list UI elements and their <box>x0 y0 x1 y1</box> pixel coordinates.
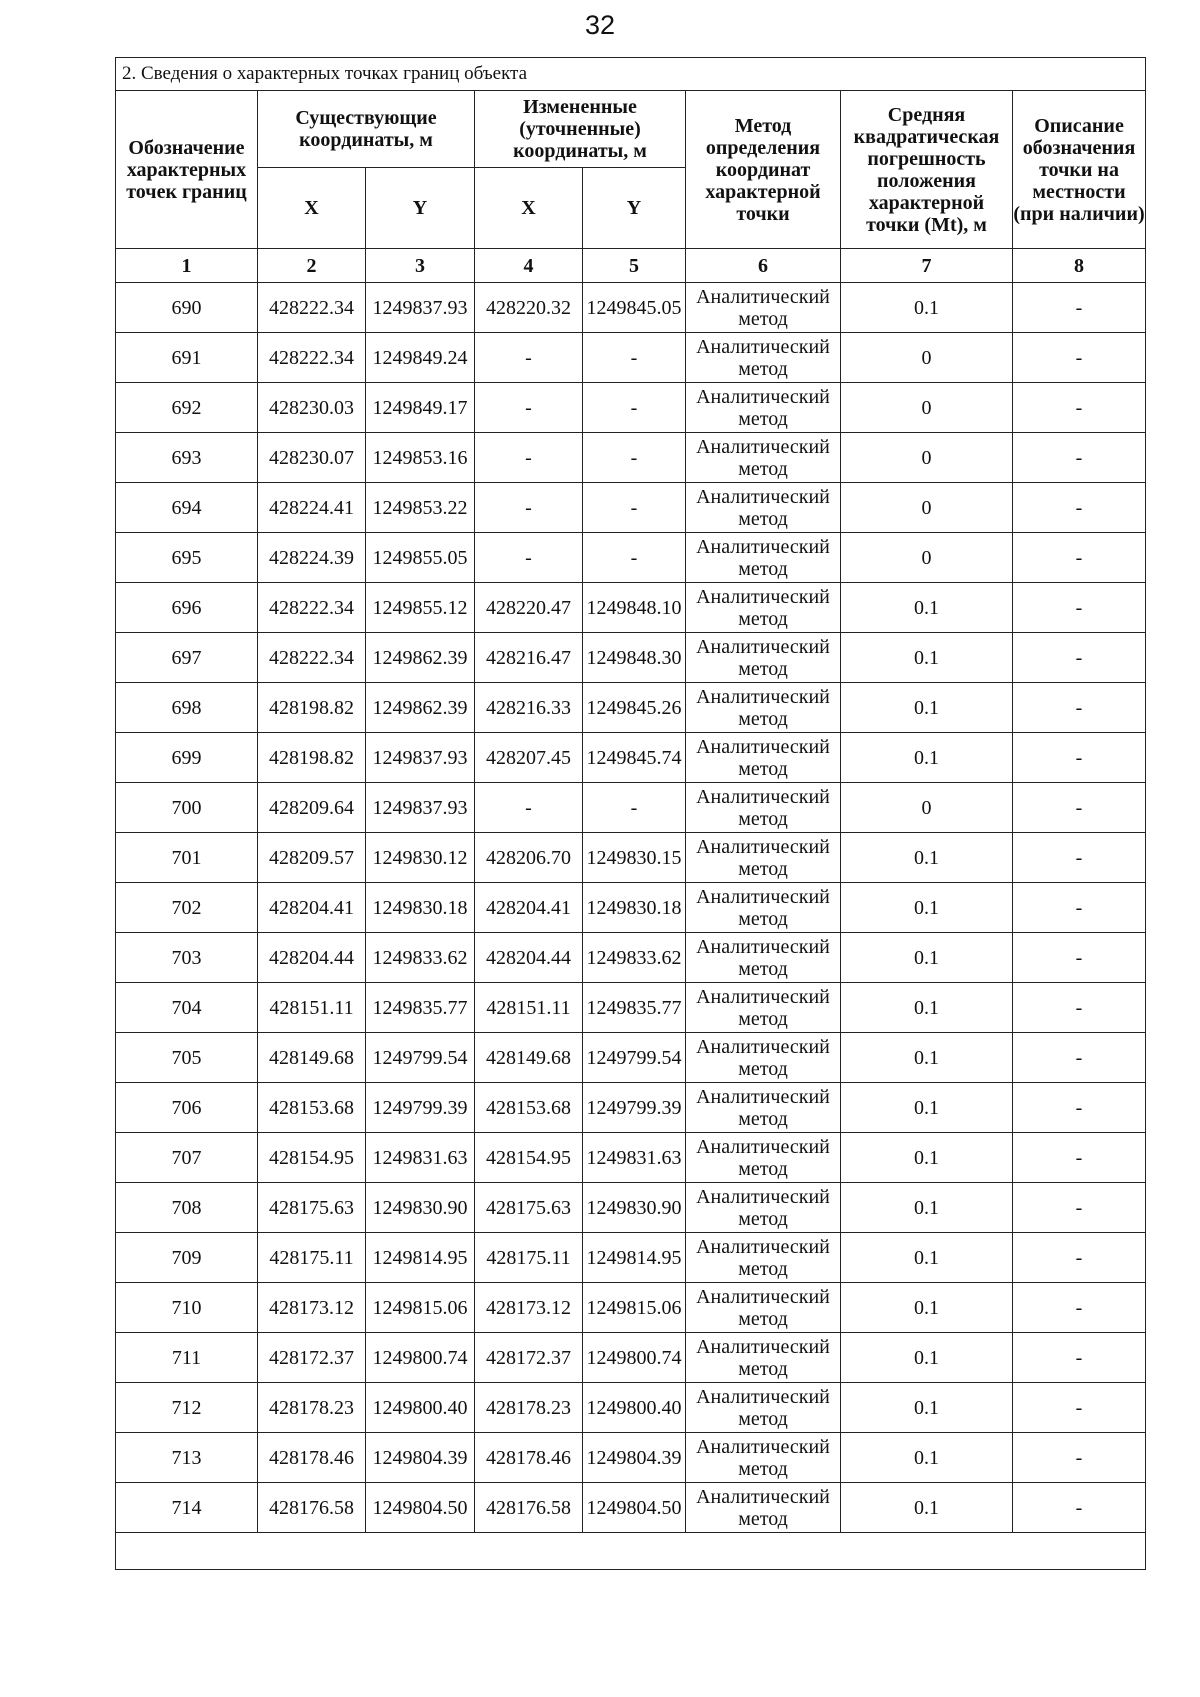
mt-error: 0.1 <box>841 1333 1013 1383</box>
point-id: 698 <box>116 683 258 733</box>
table-row <box>116 283 1146 333</box>
x-changed: - <box>475 383 583 433</box>
x-changed: 428204.44 <box>475 933 583 983</box>
method: Аналитический метод <box>686 733 841 783</box>
point-id: 692 <box>116 383 258 433</box>
x-existing: 428198.82 <box>258 733 366 783</box>
mt-error: 0.1 <box>841 1433 1013 1483</box>
table-row <box>116 1183 1146 1233</box>
y-changed: 1249804.50 <box>583 1483 686 1533</box>
x-existing: 428178.46 <box>258 1433 366 1483</box>
y-changed: 1249845.26 <box>583 683 686 733</box>
table-row <box>116 1333 1146 1383</box>
x-existing: 428224.39 <box>258 533 366 583</box>
table-row <box>116 1283 1146 1333</box>
section-title: 2. Сведения о характерных точках границ объекта <box>116 58 1146 91</box>
y-existing: 1249831.63 <box>366 1133 475 1183</box>
y-existing: 1249849.24 <box>366 333 475 383</box>
mt-error: 0 <box>841 433 1013 483</box>
mt-error: 0 <box>841 533 1013 583</box>
x-existing: 428172.37 <box>258 1333 366 1383</box>
table-row <box>116 833 1146 883</box>
y-existing: 1249862.39 <box>366 683 475 733</box>
x-existing: 428209.64 <box>258 783 366 833</box>
y-changed: - <box>583 383 686 433</box>
description: - <box>1013 383 1146 433</box>
y-existing: 1249799.39 <box>366 1083 475 1133</box>
y-changed: 1249845.74 <box>583 733 686 783</box>
x-existing: 428149.68 <box>258 1033 366 1083</box>
empty-cell <box>116 1533 1146 1570</box>
y-changed: 1249830.90 <box>583 1183 686 1233</box>
mt-error: 0.1 <box>841 1483 1013 1533</box>
mt-error: 0.1 <box>841 983 1013 1033</box>
point-id: 699 <box>116 733 258 783</box>
y-changed: - <box>583 533 686 583</box>
y-existing: 1249815.06 <box>366 1283 475 1333</box>
x-changed: 428220.47 <box>475 583 583 633</box>
y-existing: 1249862.39 <box>366 633 475 683</box>
x-existing: 428175.63 <box>258 1183 366 1233</box>
column-number: 4 <box>475 249 583 283</box>
method: Аналитический метод <box>686 1483 841 1533</box>
description: - <box>1013 683 1146 733</box>
x-existing: 428154.95 <box>258 1133 366 1183</box>
table-row <box>116 683 1146 733</box>
y-changed: 1249814.95 <box>583 1233 686 1283</box>
point-id: 697 <box>116 633 258 683</box>
point-id: 713 <box>116 1433 258 1483</box>
x-existing: 428198.82 <box>258 683 366 733</box>
mt-error: 0 <box>841 483 1013 533</box>
description: - <box>1013 283 1146 333</box>
point-id: 693 <box>116 433 258 483</box>
x-existing: 428230.07 <box>258 433 366 483</box>
y-changed: - <box>583 483 686 533</box>
y-changed: 1249799.54 <box>583 1033 686 1083</box>
description: - <box>1013 983 1146 1033</box>
x-changed: 428172.37 <box>475 1333 583 1383</box>
x-existing: 428175.11 <box>258 1233 366 1283</box>
description: - <box>1013 1033 1146 1083</box>
header-y-existing: Y <box>366 168 475 249</box>
point-id: 710 <box>116 1283 258 1333</box>
method: Аналитический метод <box>686 683 841 733</box>
description: - <box>1013 1483 1146 1533</box>
y-changed: - <box>583 783 686 833</box>
table-row <box>116 483 1146 533</box>
table-row <box>116 1083 1146 1133</box>
method: Аналитический метод <box>686 533 841 583</box>
x-changed: 428154.95 <box>475 1133 583 1183</box>
x-changed: 428220.32 <box>475 283 583 333</box>
description: - <box>1013 783 1146 833</box>
y-existing: 1249800.40 <box>366 1383 475 1433</box>
y-existing: 1249830.18 <box>366 883 475 933</box>
table-row <box>116 1383 1146 1433</box>
column-number: 2 <box>258 249 366 283</box>
description: - <box>1013 933 1146 983</box>
x-changed: - <box>475 533 583 583</box>
description: - <box>1013 633 1146 683</box>
y-changed: - <box>583 333 686 383</box>
y-changed: 1249830.15 <box>583 833 686 883</box>
method: Аналитический метод <box>686 1133 841 1183</box>
page-number: 32 <box>584 10 616 40</box>
x-changed: 428178.23 <box>475 1383 583 1433</box>
header-x-changed: X <box>475 168 583 249</box>
y-changed: 1249804.39 <box>583 1433 686 1483</box>
x-existing: 428176.58 <box>258 1483 366 1533</box>
mt-error: 0.1 <box>841 733 1013 783</box>
mt-error: 0.1 <box>841 1133 1013 1183</box>
table-row <box>116 433 1146 483</box>
mt-error: 0.1 <box>841 1283 1013 1333</box>
y-changed: 1249848.30 <box>583 633 686 683</box>
x-existing: 428204.44 <box>258 933 366 983</box>
y-existing: 1249804.50 <box>366 1483 475 1533</box>
y-existing: 1249837.93 <box>366 733 475 783</box>
method: Аналитический метод <box>686 1033 841 1083</box>
method: Аналитический метод <box>686 1283 841 1333</box>
x-changed: 428153.68 <box>475 1083 583 1133</box>
column-number: 8 <box>1013 249 1146 283</box>
mt-error: 0.1 <box>841 683 1013 733</box>
method: Аналитический метод <box>686 883 841 933</box>
method: Аналитический метод <box>686 1383 841 1433</box>
x-changed: - <box>475 783 583 833</box>
table-row <box>116 983 1146 1033</box>
y-existing: 1249855.12 <box>366 583 475 633</box>
x-existing: 428222.34 <box>258 633 366 683</box>
table-row <box>116 333 1146 383</box>
y-changed: 1249815.06 <box>583 1283 686 1333</box>
x-changed: 428178.46 <box>475 1433 583 1483</box>
x-existing: 428151.11 <box>258 983 366 1033</box>
method: Аналитический метод <box>686 483 841 533</box>
description: - <box>1013 1433 1146 1483</box>
mt-error: 0 <box>841 383 1013 433</box>
point-id: 694 <box>116 483 258 533</box>
description: - <box>1013 533 1146 583</box>
point-id: 706 <box>116 1083 258 1133</box>
y-existing: 1249800.74 <box>366 1333 475 1383</box>
x-changed: 428216.33 <box>475 683 583 733</box>
y-changed: - <box>583 433 686 483</box>
x-changed: 428175.11 <box>475 1233 583 1283</box>
header-method: Метод определения координат характерной точки <box>686 91 841 249</box>
description: - <box>1013 583 1146 633</box>
description: - <box>1013 1233 1146 1283</box>
mt-error: 0.1 <box>841 883 1013 933</box>
mt-error: 0 <box>841 783 1013 833</box>
point-id: 690 <box>116 283 258 333</box>
y-changed: 1249835.77 <box>583 983 686 1033</box>
point-id: 709 <box>116 1233 258 1283</box>
x-existing: 428173.12 <box>258 1283 366 1333</box>
method: Аналитический метод <box>686 1083 841 1133</box>
table-row <box>116 583 1146 633</box>
description: - <box>1013 1283 1146 1333</box>
x-changed: 428173.12 <box>475 1283 583 1333</box>
y-changed: 1249799.39 <box>583 1083 686 1133</box>
method: Аналитический метод <box>686 933 841 983</box>
description: - <box>1013 1383 1146 1433</box>
y-existing: 1249833.62 <box>366 933 475 983</box>
x-changed: - <box>475 333 583 383</box>
point-id: 714 <box>116 1483 258 1533</box>
y-existing: 1249804.39 <box>366 1433 475 1483</box>
point-id: 700 <box>116 783 258 833</box>
x-existing: 428222.34 <box>258 283 366 333</box>
table-row <box>116 1233 1146 1283</box>
x-changed: 428149.68 <box>475 1033 583 1083</box>
mt-error: 0.1 <box>841 283 1013 333</box>
x-existing: 428178.23 <box>258 1383 366 1433</box>
point-id: 707 <box>116 1133 258 1183</box>
point-id: 711 <box>116 1333 258 1383</box>
method: Аналитический метод <box>686 1333 841 1383</box>
point-id: 708 <box>116 1183 258 1233</box>
method: Аналитический метод <box>686 833 841 883</box>
point-id: 712 <box>116 1383 258 1433</box>
x-changed: 428216.47 <box>475 633 583 683</box>
y-changed: 1249833.62 <box>583 933 686 983</box>
method: Аналитический метод <box>686 1433 841 1483</box>
table-row <box>116 883 1146 933</box>
method: Аналитический метод <box>686 383 841 433</box>
mt-error: 0.1 <box>841 1083 1013 1133</box>
method: Аналитический метод <box>686 433 841 483</box>
description: - <box>1013 1183 1146 1233</box>
x-changed: 428206.70 <box>475 833 583 883</box>
x-existing: 428222.34 <box>258 333 366 383</box>
mt-error: 0.1 <box>841 1183 1013 1233</box>
point-id: 701 <box>116 833 258 883</box>
mt-error: 0.1 <box>841 583 1013 633</box>
column-number: 6 <box>686 249 841 283</box>
x-existing: 428153.68 <box>258 1083 366 1133</box>
x-changed: 428175.63 <box>475 1183 583 1233</box>
x-changed: 428151.11 <box>475 983 583 1033</box>
y-existing: 1249853.16 <box>366 433 475 483</box>
header-description: Описание обозначения точки на местности (при наличии) <box>1013 91 1146 249</box>
method: Аналитический метод <box>686 1183 841 1233</box>
description: - <box>1013 883 1146 933</box>
column-number: 7 <box>841 249 1013 283</box>
point-id: 704 <box>116 983 258 1033</box>
mt-error: 0.1 <box>841 933 1013 983</box>
column-number: 3 <box>366 249 475 283</box>
y-existing: 1249814.95 <box>366 1233 475 1283</box>
method: Аналитический метод <box>686 983 841 1033</box>
method: Аналитический метод <box>686 333 841 383</box>
y-changed: 1249800.74 <box>583 1333 686 1383</box>
mt-error: 0.1 <box>841 1383 1013 1433</box>
point-id: 705 <box>116 1033 258 1083</box>
mt-error: 0.1 <box>841 1233 1013 1283</box>
method: Аналитический метод <box>686 283 841 333</box>
description: - <box>1013 1333 1146 1383</box>
table-row <box>116 1133 1146 1183</box>
x-changed: - <box>475 483 583 533</box>
y-changed: 1249831.63 <box>583 1133 686 1183</box>
table-row <box>116 733 1146 783</box>
point-id: 703 <box>116 933 258 983</box>
y-changed: 1249830.18 <box>583 883 686 933</box>
method: Аналитический метод <box>686 633 841 683</box>
y-existing: 1249799.54 <box>366 1033 475 1083</box>
method: Аналитический метод <box>686 783 841 833</box>
table-row <box>116 783 1146 833</box>
boundary-points-table <box>115 57 1146 1570</box>
header-changed-coords: Измененные (уточненные) координаты, м <box>475 91 686 168</box>
point-id: 696 <box>116 583 258 633</box>
y-existing: 1249837.93 <box>366 783 475 833</box>
x-existing: 428230.03 <box>258 383 366 433</box>
y-existing: 1249849.17 <box>366 383 475 433</box>
y-existing: 1249837.93 <box>366 283 475 333</box>
y-existing: 1249830.90 <box>366 1183 475 1233</box>
method: Аналитический метод <box>686 583 841 633</box>
description: - <box>1013 433 1146 483</box>
table-row <box>116 633 1146 683</box>
x-changed: - <box>475 433 583 483</box>
table-row <box>116 383 1146 433</box>
header-y-changed: Y <box>583 168 686 249</box>
x-existing: 428224.41 <box>258 483 366 533</box>
table-row <box>116 1433 1146 1483</box>
y-changed: 1249848.10 <box>583 583 686 633</box>
point-id: 695 <box>116 533 258 583</box>
point-id: 702 <box>116 883 258 933</box>
x-existing: 428209.57 <box>258 833 366 883</box>
mt-error: 0 <box>841 333 1013 383</box>
description: - <box>1013 1083 1146 1133</box>
table-row <box>116 1033 1146 1083</box>
header-x-existing: X <box>258 168 366 249</box>
x-existing: 428204.41 <box>258 883 366 933</box>
header-point-designation: Обозначение характерных точек границ <box>116 91 258 249</box>
y-changed: 1249845.05 <box>583 283 686 333</box>
y-existing: 1249830.12 <box>366 833 475 883</box>
x-changed: 428204.41 <box>475 883 583 933</box>
table-row <box>116 1483 1146 1533</box>
description: - <box>1013 333 1146 383</box>
y-existing: 1249835.77 <box>366 983 475 1033</box>
point-id: 691 <box>116 333 258 383</box>
x-changed: 428207.45 <box>475 733 583 783</box>
y-existing: 1249853.22 <box>366 483 475 533</box>
method: Аналитический метод <box>686 1233 841 1283</box>
mt-error: 0.1 <box>841 833 1013 883</box>
table-row <box>116 533 1146 583</box>
description: - <box>1013 833 1146 883</box>
table-row <box>116 933 1146 983</box>
column-number: 5 <box>583 249 686 283</box>
x-changed: 428176.58 <box>475 1483 583 1533</box>
header-existing-coords: Существующие координаты, м <box>258 91 475 168</box>
mt-error: 0.1 <box>841 633 1013 683</box>
header-error: Средняя квадратическая погрешность положения характерной точки (Mt), м <box>841 91 1013 249</box>
y-existing: 1249855.05 <box>366 533 475 583</box>
description: - <box>1013 1133 1146 1183</box>
description: - <box>1013 733 1146 783</box>
mt-error: 0.1 <box>841 1033 1013 1083</box>
description: - <box>1013 483 1146 533</box>
y-changed: 1249800.40 <box>583 1383 686 1433</box>
x-existing: 428222.34 <box>258 583 366 633</box>
empty-table-row <box>116 1533 1146 1570</box>
column-number: 1 <box>116 249 258 283</box>
